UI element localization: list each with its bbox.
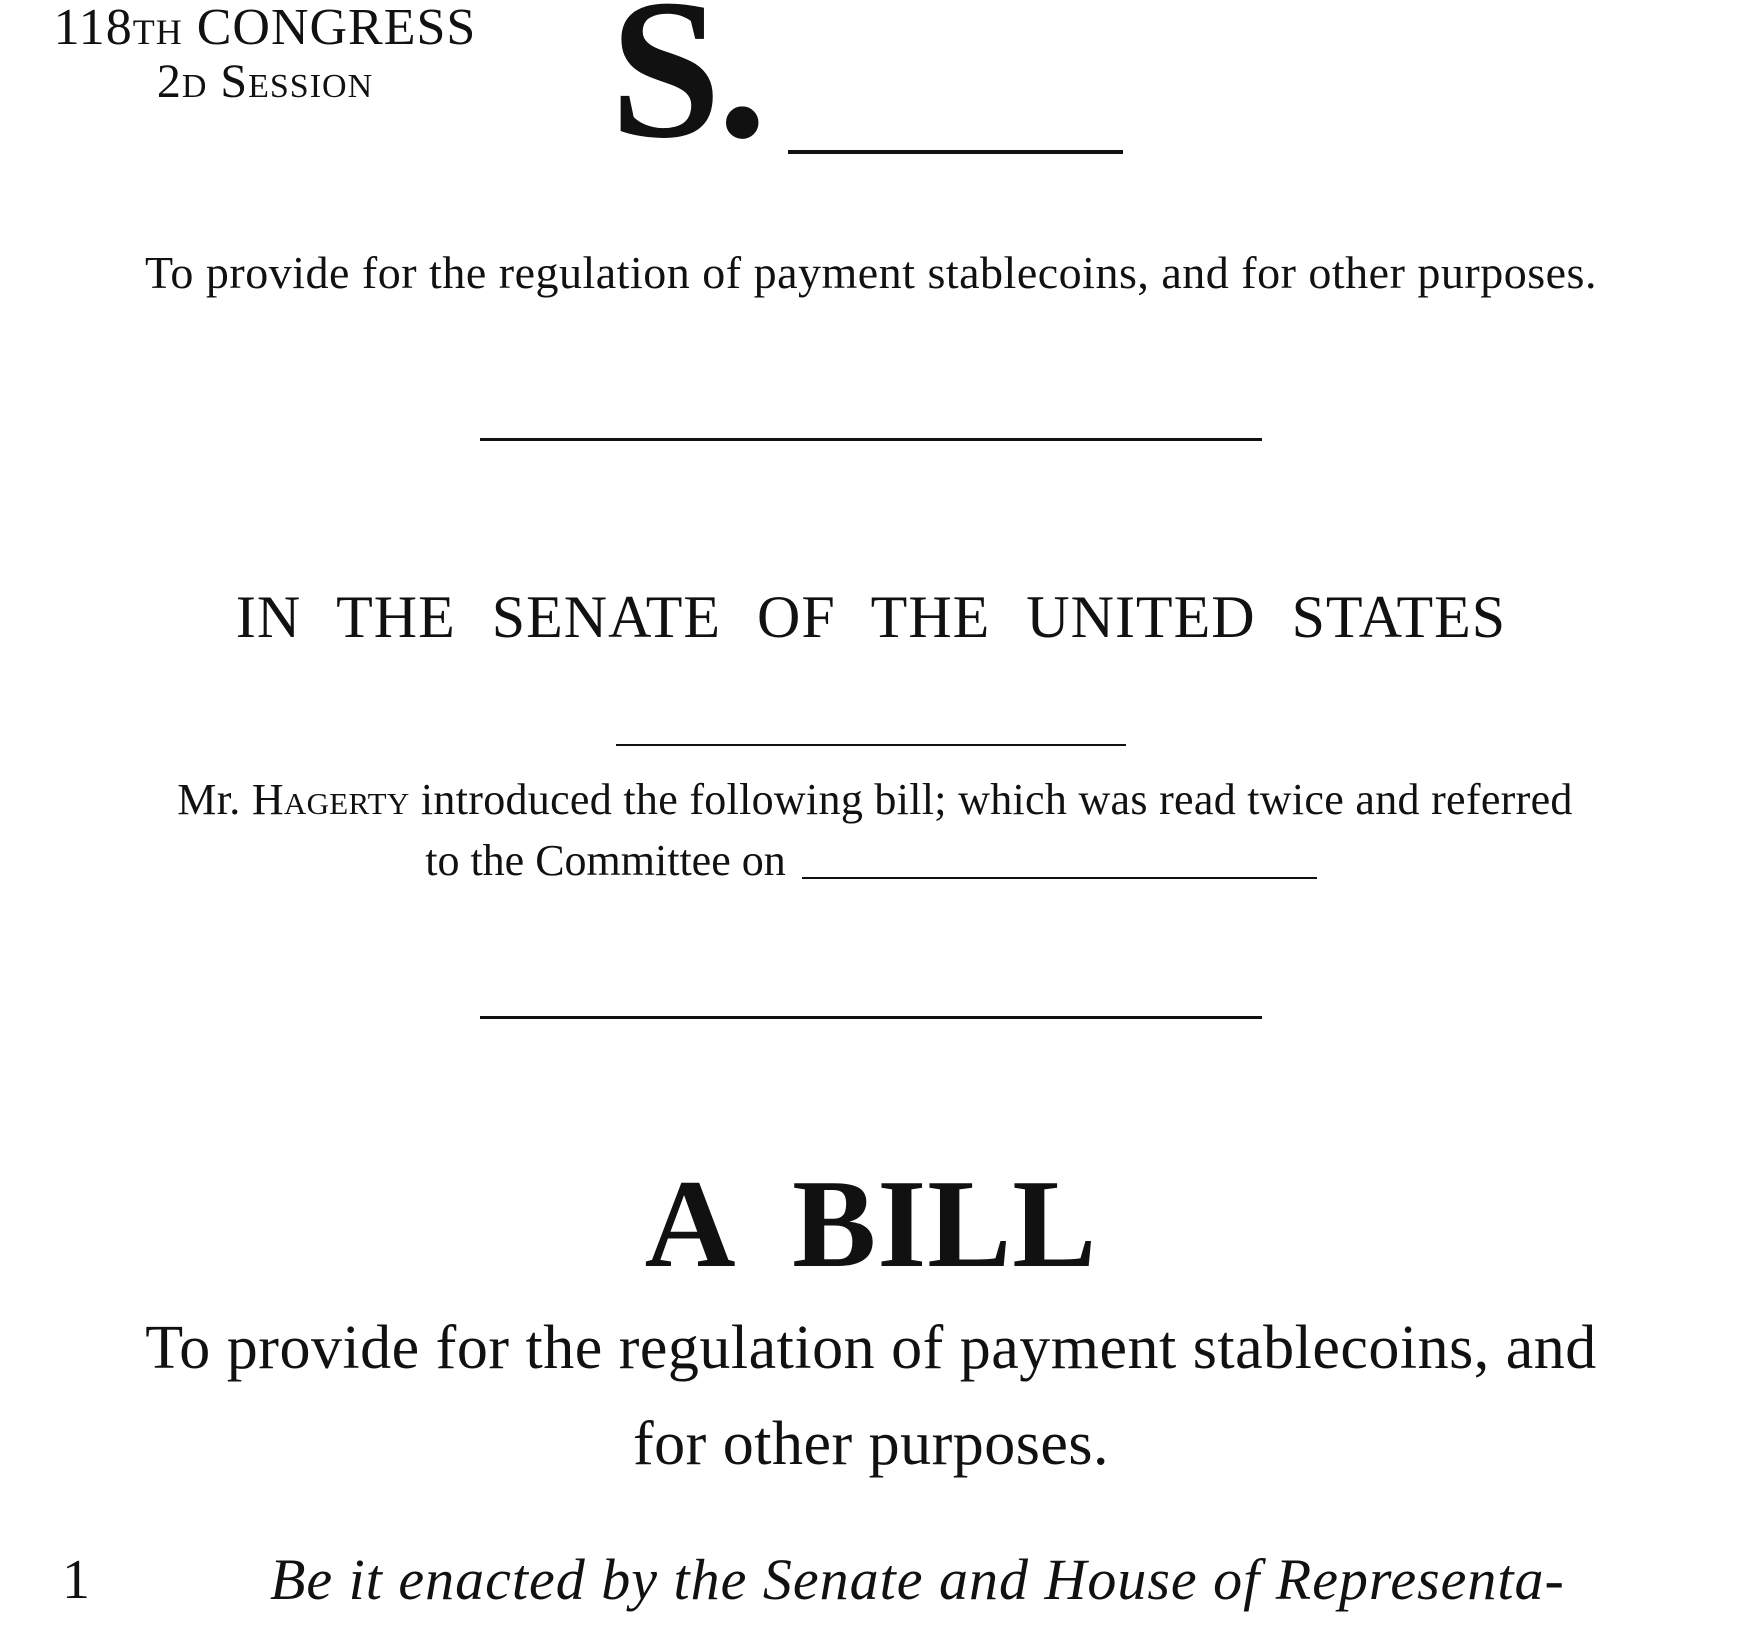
line-number: 1 — [62, 1549, 90, 1611]
divider-rule-short — [616, 744, 1126, 746]
divider-rule — [480, 1016, 1262, 1019]
long-title-line: To provide for the regulation of payment stablecoins, and — [145, 1314, 1597, 1382]
session-number: 2d Session — [156, 55, 374, 108]
committee-line — [0, 833, 1742, 889]
committee-blank — [802, 877, 1317, 879]
bill-number-blank — [788, 150, 1123, 154]
committee-text: to the Committee on — [425, 836, 786, 885]
sponsor-line — [30, 772, 1720, 828]
chamber-heading: IN THE SENATE OF THE UNITED STATES — [235, 584, 1507, 650]
bill-prefix: S. — [610, 0, 764, 180]
congress-number: 118th CONGRESS — [53, 0, 477, 56]
enacting-clause: Be it enacted by the Senate and House of Representa- — [270, 1547, 1565, 1612]
sponsor-honorific: Mr. — [177, 775, 241, 824]
sponsor-action: introduced the following bill; which was read twice and referred — [420, 775, 1573, 824]
long-title-line: for other purposes. — [632, 1410, 1110, 1478]
divider-rule — [480, 438, 1262, 441]
sponsor-name: Hagerty — [251, 775, 410, 824]
bill-heading: A BILL — [644, 1155, 1098, 1294]
long-title — [80, 1300, 1662, 1492]
short-title: To provide for the regulation of payment stablecoins, and for other purposes. — [145, 247, 1597, 298]
